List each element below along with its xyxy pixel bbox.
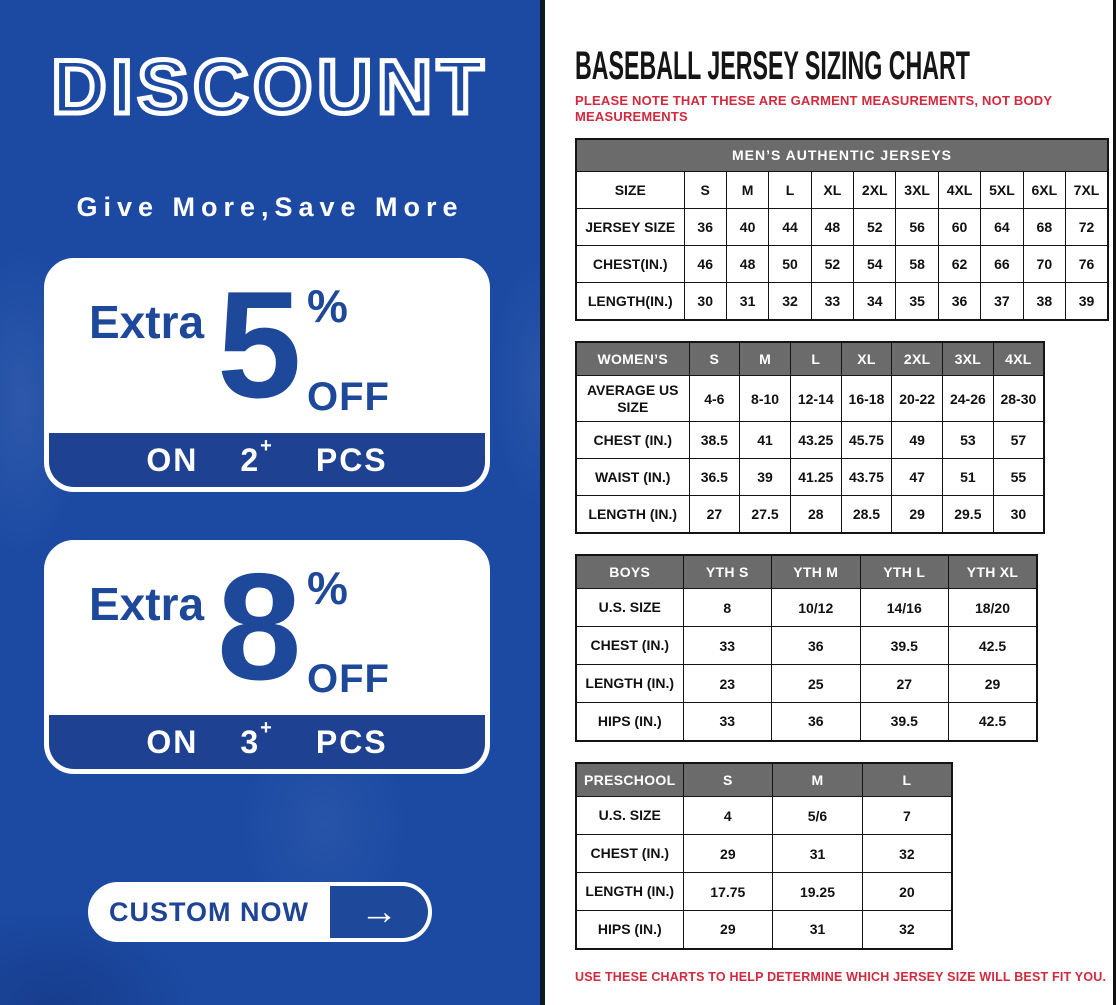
cell-value: 53 <box>943 422 994 459</box>
offer-percent-value: 8 <box>217 542 302 712</box>
quantity: 3+ <box>240 716 274 760</box>
on-label: ON <box>146 723 199 760</box>
cell-value: 45.75 <box>841 422 892 459</box>
cell-value: 16-18 <box>841 376 892 422</box>
offer-condition-bar <box>49 715 485 769</box>
column-header: M <box>773 763 863 797</box>
percent-sign: % <box>307 562 348 614</box>
cell-value: 6XL <box>1023 172 1065 209</box>
cell-value: 50 <box>769 246 811 283</box>
discount-promo-panel <box>0 0 540 1005</box>
promo-tagline: Give More,Save More <box>76 192 464 222</box>
cell-value: 12-14 <box>790 376 841 422</box>
offer-off-label: OFF <box>307 657 390 701</box>
row-label: LENGTH (IN.) <box>576 873 683 911</box>
cell-value: 36 <box>684 209 726 246</box>
column-header: 3XL <box>943 342 994 376</box>
cell-value: 32 <box>862 835 952 873</box>
cell-value: 29 <box>949 665 1038 703</box>
cell-value: 5XL <box>981 172 1023 209</box>
column-header: YTH XL <box>949 555 1038 589</box>
column-header: S <box>689 342 740 376</box>
offer-top <box>49 542 485 715</box>
cell-value: 38 <box>1023 283 1065 320</box>
row-label: CHEST(IN.) <box>576 246 684 283</box>
sizing-tables <box>575 138 1111 950</box>
row-label: LENGTH (IN.) <box>576 496 689 533</box>
row-label: CHEST (IN.) <box>576 835 683 873</box>
cell-value: 70 <box>1023 246 1065 283</box>
pcs-label: PCS <box>315 441 388 478</box>
cell-value: 32 <box>862 911 952 949</box>
cell-value: L <box>769 172 811 209</box>
row-label: LENGTH(IN.) <box>576 283 684 320</box>
column-header: PRESCHOOL <box>576 763 683 797</box>
cell-value: 47 <box>892 459 943 496</box>
cell-value: 5/6 <box>773 797 863 835</box>
row-label: HIPS (IN.) <box>576 911 683 949</box>
column-header: L <box>790 342 841 376</box>
cell-value: 33 <box>683 703 772 741</box>
arrow-right-icon: → <box>326 886 428 938</box>
cell-value: 7 <box>862 797 952 835</box>
cell-value: 17.75 <box>683 873 773 911</box>
cell-value: 10/12 <box>772 589 861 627</box>
cell-value: 4-6 <box>689 376 740 422</box>
cell-value: 30 <box>993 496 1044 533</box>
cell-value: 39 <box>740 459 791 496</box>
cell-value: 55 <box>993 459 1044 496</box>
custom-now-button[interactable] <box>88 882 432 942</box>
column-header: YTH L <box>860 555 949 589</box>
garment-measurement-note: PLEASE NOTE THAT THESE ARE GARMENT MEASUREMENTS, NOT BODY MEASUREMENTS <box>575 93 1053 125</box>
cell-value: 8-10 <box>740 376 791 422</box>
cell-value: 36 <box>772 703 861 741</box>
cell-value: 36 <box>772 627 861 665</box>
cell-value: 27.5 <box>740 496 791 533</box>
on-label: ON <box>146 441 199 478</box>
cell-value: 43.75 <box>841 459 892 496</box>
offer-prefix: Extra <box>89 296 205 348</box>
cell-value: 20 <box>862 873 952 911</box>
plus-sign: + <box>260 716 274 739</box>
sizing-chart-panel <box>540 0 1116 1005</box>
cell-value: 36.5 <box>689 459 740 496</box>
cell-value: 28-30 <box>993 376 1044 422</box>
row-label: U.S. SIZE <box>576 797 683 835</box>
cell-value: 36 <box>938 283 980 320</box>
discount-title: DISCOUNT <box>51 45 489 130</box>
column-header: 2XL <box>892 342 943 376</box>
cell-value: 49 <box>892 422 943 459</box>
cell-value: 58 <box>896 246 938 283</box>
row-label: LENGTH (IN.) <box>576 665 683 703</box>
cell-value: 4XL <box>938 172 980 209</box>
cell-value: 33 <box>811 283 853 320</box>
cell-value: 24-26 <box>943 376 994 422</box>
cell-value: 62 <box>938 246 980 283</box>
cell-value: 34 <box>854 283 896 320</box>
cell-value: 44 <box>769 209 811 246</box>
cell-value: 48 <box>726 246 768 283</box>
cell-value: 35 <box>896 283 938 320</box>
cell-value: 56 <box>896 209 938 246</box>
row-label: HIPS (IN.) <box>576 703 683 741</box>
sizing-table-preschool <box>575 762 953 950</box>
cell-value: 57 <box>993 422 1044 459</box>
cell-value: 2XL <box>854 172 896 209</box>
cell-value: 48 <box>811 209 853 246</box>
cell-value: 52 <box>854 209 896 246</box>
cell-value: 39.5 <box>860 627 949 665</box>
cell-value: 8 <box>683 589 772 627</box>
cell-value: 23 <box>683 665 772 703</box>
cell-value: 7XL <box>1066 172 1108 209</box>
cell-value: 40 <box>726 209 768 246</box>
cell-value: 46 <box>684 246 726 283</box>
row-label: AVERAGE US SIZE <box>576 376 689 422</box>
cell-value: 18/20 <box>949 589 1038 627</box>
cell-value: 31 <box>773 835 863 873</box>
cell-value: 32 <box>769 283 811 320</box>
sizing-table-womens <box>575 341 1045 534</box>
cell-value: 33 <box>683 627 772 665</box>
cell-value: 42.5 <box>949 627 1038 665</box>
cell-value: 54 <box>854 246 896 283</box>
cell-value: 19.25 <box>773 873 863 911</box>
quantity: 2+ <box>240 434 274 478</box>
cell-value: 72 <box>1066 209 1108 246</box>
fit-guidance-note: USE THESE CHARTS TO HELP DETERMINE WHICH JERSEY SIZE WILL BEST FIT YOU. <box>575 969 1107 984</box>
offer-card-5-percent <box>44 258 490 492</box>
cell-value: 76 <box>1066 246 1108 283</box>
column-header: YTH M <box>772 555 861 589</box>
cell-value: 38.5 <box>689 422 740 459</box>
row-label: SIZE <box>576 172 684 209</box>
cell-value: 3XL <box>896 172 938 209</box>
cell-value: 60 <box>938 209 980 246</box>
cell-value: 31 <box>773 911 863 949</box>
row-label: U.S. SIZE <box>576 589 683 627</box>
cell-value: 68 <box>1023 209 1065 246</box>
cell-value: M <box>726 172 768 209</box>
column-header: S <box>683 763 773 797</box>
cell-value: 20-22 <box>892 376 943 422</box>
cell-value: 37 <box>981 283 1023 320</box>
table-banner: MEN’S AUTHENTIC JERSEYS <box>576 139 1108 172</box>
cell-value: 66 <box>981 246 1023 283</box>
cell-value: 28.5 <box>841 496 892 533</box>
cell-value: 29 <box>892 496 943 533</box>
cell-value: 27 <box>860 665 949 703</box>
cell-value: S <box>684 172 726 209</box>
column-header: L <box>862 763 952 797</box>
cell-value: 41.25 <box>790 459 841 496</box>
cell-value: 64 <box>981 209 1023 246</box>
column-header: BOYS <box>576 555 683 589</box>
column-header: YTH S <box>683 555 772 589</box>
cell-value: 39.5 <box>860 703 949 741</box>
plus-sign: + <box>260 434 274 457</box>
offer-off-label: OFF <box>307 375 390 419</box>
cell-value: 43.25 <box>790 422 841 459</box>
custom-now-label: CUSTOM NOW <box>92 886 326 938</box>
cell-value: 29 <box>683 911 773 949</box>
cell-value: 28 <box>790 496 841 533</box>
cell-value: 25 <box>772 665 861 703</box>
cell-value: 39 <box>1066 283 1108 320</box>
column-header: WOMEN’S <box>576 342 689 376</box>
cell-value: 42.5 <box>949 703 1038 741</box>
row-label: CHEST (IN.) <box>576 627 683 665</box>
cell-value: 27 <box>689 496 740 533</box>
offer-condition-bar <box>49 433 485 487</box>
row-label: JERSEY SIZE <box>576 209 684 246</box>
column-header: M <box>740 342 791 376</box>
cell-value: 52 <box>811 246 853 283</box>
cell-value: 30 <box>684 283 726 320</box>
cell-value: 51 <box>943 459 994 496</box>
sizing-chart-title: BASEBALL JERSEY SIZING CHART <box>575 44 970 88</box>
cell-value: 4 <box>683 797 773 835</box>
row-label: WAIST (IN.) <box>576 459 689 496</box>
offer-top <box>49 260 485 433</box>
percent-sign: % <box>307 280 348 332</box>
cell-value: 31 <box>726 283 768 320</box>
column-header: XL <box>841 342 892 376</box>
cell-value: 41 <box>740 422 791 459</box>
row-label: CHEST (IN.) <box>576 422 689 459</box>
offer-percent-value: 5 <box>217 260 302 430</box>
pcs-label: PCS <box>315 723 388 760</box>
sizing-table-boys <box>575 554 1038 742</box>
cell-value: 29 <box>683 835 773 873</box>
cell-value: XL <box>811 172 853 209</box>
offer-prefix: Extra <box>89 578 205 630</box>
column-header: 4XL <box>993 342 1044 376</box>
sizing-table-mens <box>575 138 1109 321</box>
cell-value: 29.5 <box>943 496 994 533</box>
offer-card-8-percent <box>44 540 490 774</box>
cell-value: 14/16 <box>860 589 949 627</box>
